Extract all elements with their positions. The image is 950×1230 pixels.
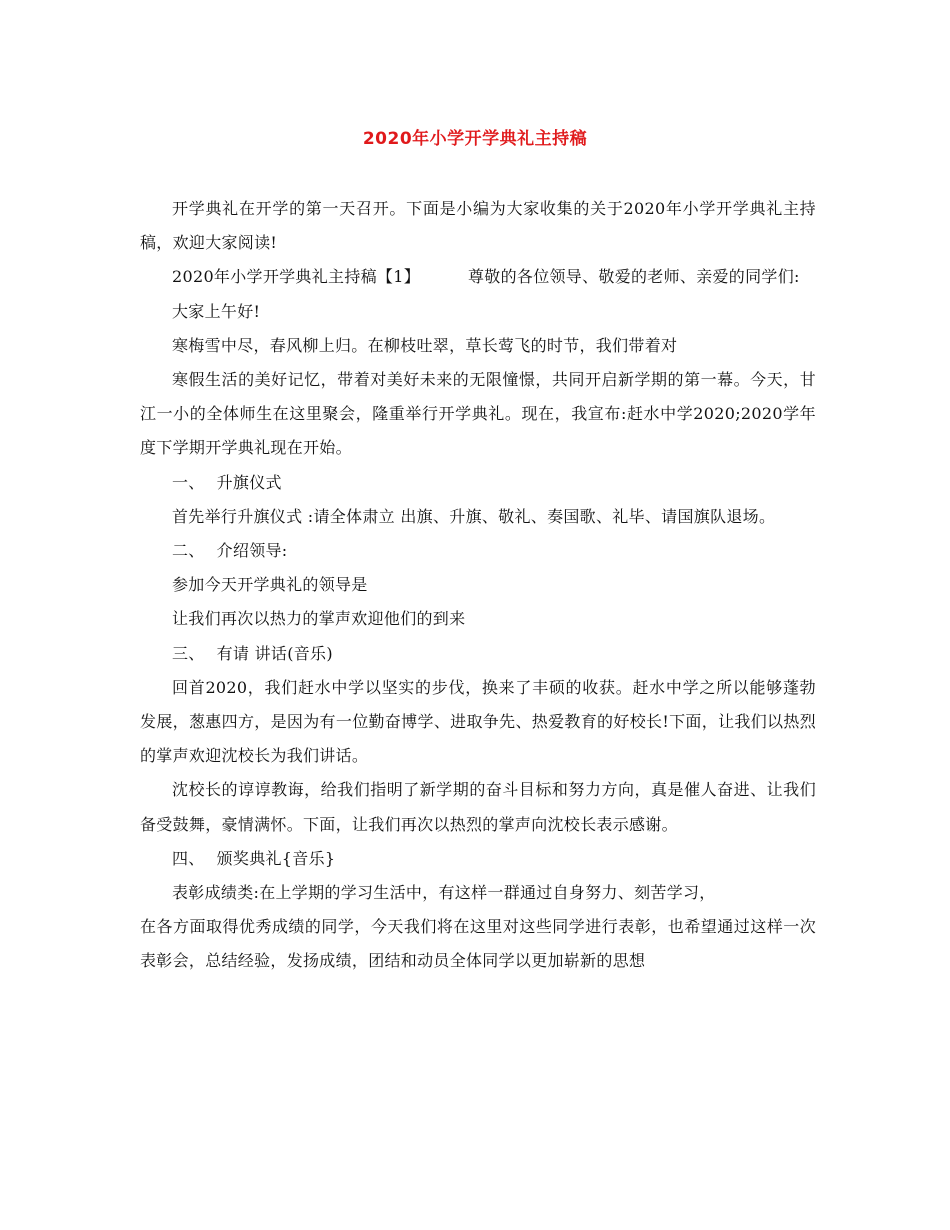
section-two-number: 二、	[172, 541, 205, 561]
section-heading: 2020年小学开学典礼主持稿【1】	[172, 267, 420, 287]
paragraph-hello: 大家上午好!	[172, 301, 261, 321]
section-one-line	[140, 466, 816, 500]
paragraph-opening-1: 寒梅雪中尽，春风柳上归。在柳枝吐翠，草长莺飞的时节，我们带着对	[172, 335, 678, 355]
paragraph-awards-1: 表彰成绩类:在上学期的学习生活中，有这样一群通过自身努力、刻苦学习，	[172, 883, 716, 903]
paragraph-heading-line	[140, 260, 816, 294]
paragraph-intro: 开学典礼在开学的第一天召开。下面是小编为大家收集的关于2020年小学开学典礼主持稿，欢迎大家阅读!	[140, 199, 816, 253]
greeting-line: 尊敬的各位领导、敬爱的老师、亲爱的同学们:	[468, 267, 800, 287]
paragraph-leaders: 参加今天开学典礼的领导是	[172, 575, 368, 595]
section-two-line	[140, 534, 816, 568]
paragraph-thanks: 沈校长的谆谆教诲，给我们指明了新学期的奋斗目标和努力方向，真是催人奋进、让我们备受鼓舞，豪情满怀。下面，让我们再次以热烈的掌声向沈校长表示感谢。	[140, 780, 816, 834]
section-one-title: 升旗仪式	[216, 472, 282, 492]
document-title: 2020年小学开学典礼主持稿	[362, 129, 588, 149]
section-four-line	[140, 842, 816, 876]
paragraph-flag-ceremony: 首先举行升旗仪式 :请全体肃立 出旗、升旗、敬礼、奏国歌、礼毕、请国旗队退场。	[172, 506, 776, 526]
section-one-number: 一、	[172, 472, 205, 492]
section-three-title: 有请 讲话(音乐)	[216, 643, 333, 663]
section-four-number: 四、	[172, 848, 205, 868]
section-two-title: 介绍领导:	[216, 541, 288, 561]
paragraph-opening-2: 寒假生活的美好记忆，带着对美好未来的无限憧憬，共同开启新学期的第一幕。今天，甘江一小的全体师生在这里聚会，隆重举行开学典礼。现在，我宣布:赶水中学2020;2020学年度下学期开学典礼现在开始。	[140, 370, 816, 458]
section-three-line	[140, 637, 816, 671]
paragraph-awards-2: 在各方面取得优秀成绩的同学，今天我们将在这里对这些同学进行表彰，也希望通过这样一次表彰会，总结经验，发扬成绩，团结和动员全体同学以更加崭新的思想	[140, 917, 816, 971]
document-body	[140, 192, 816, 979]
section-three-number: 三、	[172, 643, 205, 663]
paragraph-applause: 让我们再次以热力的掌声欢迎他们的到来	[172, 609, 466, 629]
paragraph-review: 回首2020，我们赶水中学以坚实的步伐，换来了丰硕的收获。赶水中学之所以能够蓬勃发展，葱惠四方，是因为有一位勤奋博学、进取争先、热爱教育的好校长!下面，让我们以热烈的掌声欢迎沈校长为我们讲话。	[140, 677, 816, 766]
section-four-title: 颁奖典礼{音乐}	[216, 848, 336, 868]
